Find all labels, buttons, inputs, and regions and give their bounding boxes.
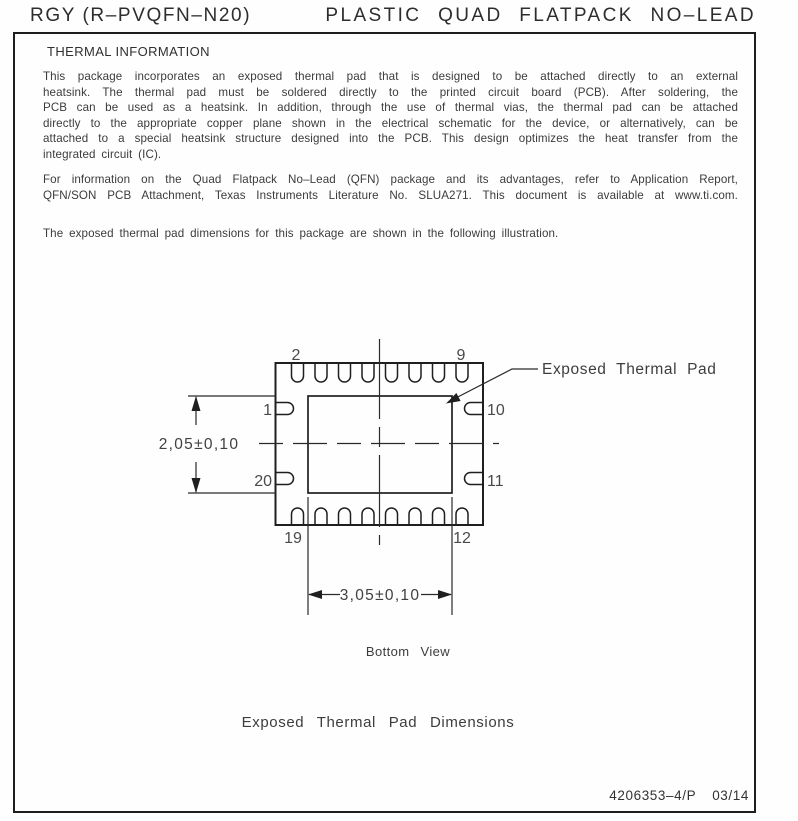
pad-width-value: 3,05±0,10 (339, 587, 421, 604)
pin-number-12: 12 (453, 530, 471, 547)
package-type-title: PLASTIC QUAD FLATPACK NO–LEAD (325, 5, 756, 26)
pin-number-10: 10 (487, 402, 505, 419)
pin-number-1: 1 (263, 402, 272, 419)
paragraph-line: The exposed thermal pad dimensions for this package are shown in the following illustration. (43, 227, 559, 240)
paragraph-line: For information on the Quad Flatpack No–Lead (QFN) package and its advantages, refer to Application Report, (43, 173, 738, 186)
arrowhead-up (192, 396, 201, 411)
pin-number-19: 19 (284, 530, 302, 547)
paragraph-line: attached to a special heatsink structure designed into the PCB. This design optimizes the heat transfer from the (43, 132, 738, 146)
section-heading: THERMAL INFORMATION (47, 44, 210, 59)
pin-number-20: 20 (254, 473, 272, 490)
paragraph-line: integrated circuit (IC). (43, 147, 162, 161)
paragraph-line: PCB can be used as a heatsink. In addition, through the use of thermal vias, the thermal pad can be attached (43, 101, 738, 115)
pin-number-2: 2 (291, 347, 301, 364)
paragraph-line: directly to the appropriate copper plane shown in the electrical schematic for the device, or alternatively, can be (43, 116, 738, 130)
view-label: Bottom View (365, 644, 451, 659)
revision-date: 03/14 (712, 788, 749, 803)
leader-arrowhead (446, 393, 461, 404)
pin-number-11: 11 (487, 473, 504, 490)
arrowhead-right (438, 590, 452, 599)
leader-line (450, 369, 538, 401)
package-code-title: RGY (R–PVQFN–N20) (30, 5, 252, 26)
thermal-pad-callout (446, 361, 716, 404)
pin-number-9: 9 (456, 347, 466, 364)
arrowhead-left (308, 590, 322, 599)
pad-height-value: 2,05±0,10 (158, 436, 240, 453)
drawing-footer (609, 788, 749, 803)
paragraph-line: QFN/SON PCB Attachment, Texas Instruments Literature No. SLUA271. This document is available at www.ti.com. (43, 188, 738, 202)
callout-label: Exposed Thermal Pad (542, 361, 717, 378)
figure-caption: Exposed Thermal Pad Dimensions (241, 714, 515, 731)
paragraph-line: heatsink. The thermal pad must be soldered directly to the printed circuit board (PCB). After soldering, the (43, 85, 738, 99)
drawing-number: 4206353–4/P (609, 788, 697, 803)
arrowhead-down (192, 478, 201, 493)
paragraph-line: This package incorporates an exposed thermal pad that is designed to be attached directly to an external (43, 70, 738, 83)
